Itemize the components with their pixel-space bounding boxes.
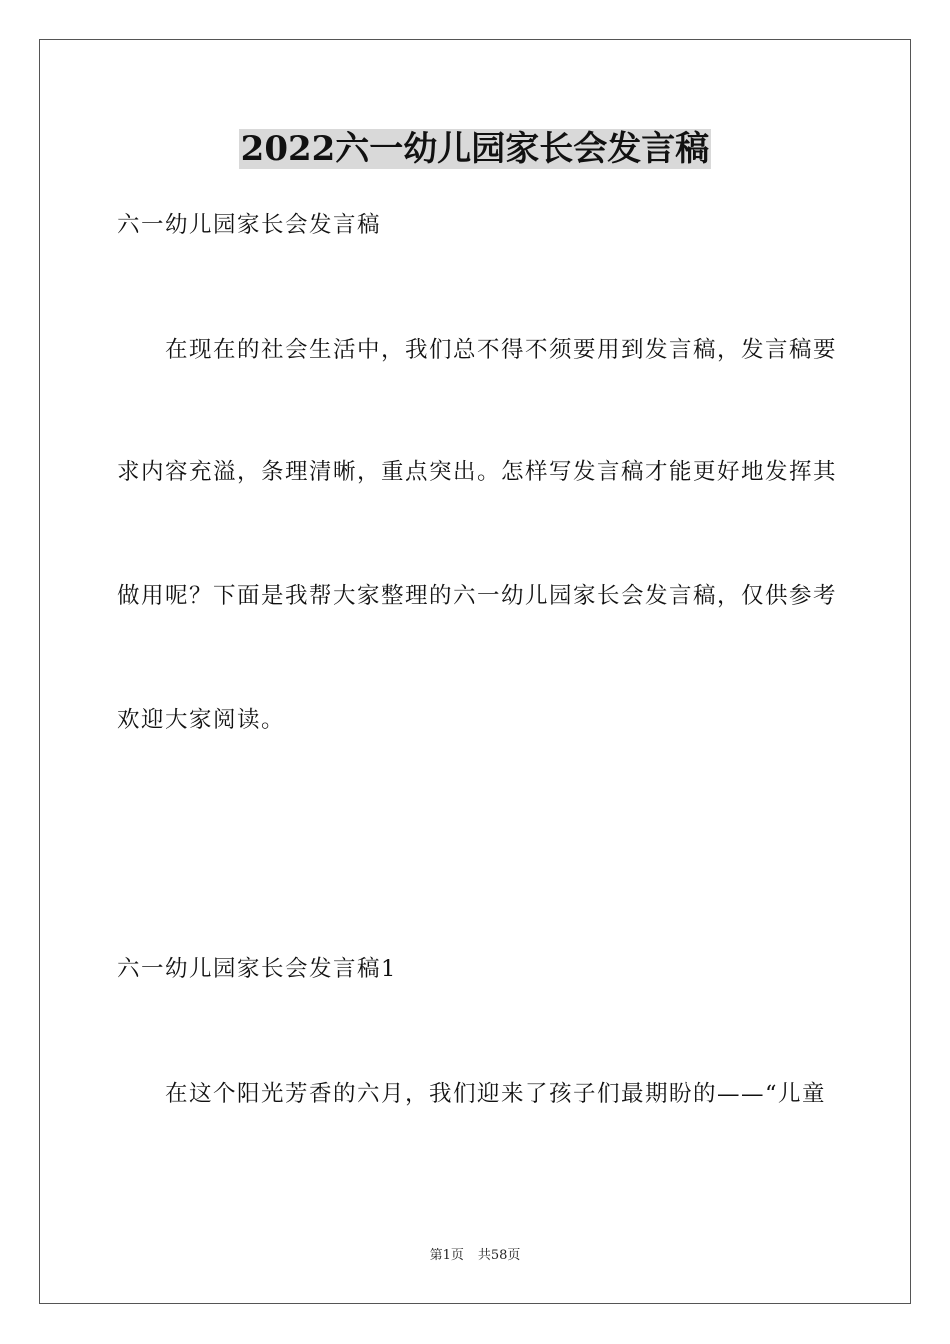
section-heading: 六一幼儿园家长会发言稿1 <box>117 956 397 982</box>
page-footer <box>0 1247 950 1265</box>
document-heading: 六一幼儿园家长会发言稿 <box>117 212 382 238</box>
document-title-text: 2022六一幼儿园家长会发言稿 <box>240 129 710 169</box>
document-title <box>0 126 950 172</box>
page-number: 第1页 <box>429 1248 464 1263</box>
page-total: 共58页 <box>477 1248 521 1263</box>
intro-paragraph-line: 做用呢？下面是我帮大家整理的六一幼儿园家长会发言稿，仅供参考 <box>117 583 838 609</box>
section-paragraph-line: 在这个阳光芳香的六月，我们迎来了孩子们最期盼的——“儿童 <box>165 1081 827 1107</box>
intro-paragraph-line: 欢迎大家阅读。 <box>117 707 286 733</box>
intro-paragraph-line: 求内容充溢，条理清晰，重点突出。怎样写发言稿才能更好地发挥其 <box>117 459 838 485</box>
intro-paragraph-line: 在现在的社会生活中，我们总不得不须要用到发言稿，发言稿要 <box>165 337 838 363</box>
